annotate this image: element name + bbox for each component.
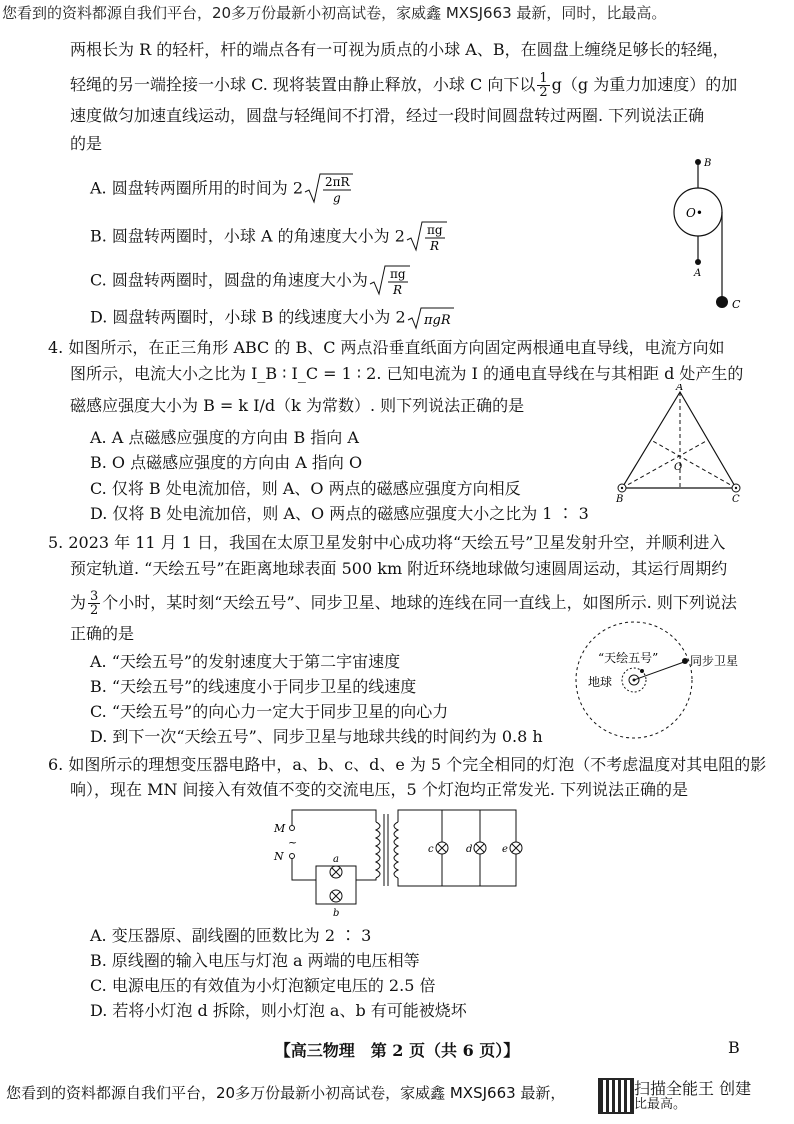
label-a: a bbox=[333, 854, 339, 865]
q3-line-1: 两根长为 R 的轻杆，杆的端点各有一可视为质点的小球 A、B，在圆盘上缠绕足够长的轻绳， bbox=[70, 40, 729, 59]
label-earth: 地球 bbox=[588, 675, 613, 689]
secondary-loop bbox=[398, 810, 516, 886]
label-a: A bbox=[676, 384, 684, 393]
ball-a bbox=[695, 259, 701, 265]
q3-option-a: A. 圆盘转两圈所用的时间为 2 2πR g bbox=[90, 172, 355, 206]
ball-b bbox=[695, 159, 701, 165]
q5-three-halves: $\frac{3}{2}$ bbox=[90, 589, 99, 618]
q4-triangle-figure bbox=[610, 384, 750, 504]
q4-option-d: D. 仅将 B 处电流加倍，则 A、O 两点的磁感应强度大小之比为 1 ∶ 3 bbox=[90, 504, 589, 523]
secondary-coil bbox=[394, 822, 398, 878]
q3-disk-figure bbox=[660, 150, 750, 320]
sqrt-pig-over-R-c bbox=[368, 264, 412, 298]
q4-line-1: 4. 如图所示，在正三角形 ABC 的 B、C 两点沿垂直纸面方向固定两根通电直导线，电流方向如 bbox=[48, 338, 725, 357]
label-tianhui: “天绘五号” bbox=[598, 651, 659, 665]
svg-text:πg: πg bbox=[389, 267, 406, 281]
label-o: O bbox=[674, 462, 683, 473]
q3-line-4: 的是 bbox=[70, 134, 103, 153]
label-c: C bbox=[732, 494, 740, 504]
q5-option-b: B. “天绘五号”的线速度小于同步卫星的线速度 bbox=[90, 677, 417, 696]
page-footer: 【高三物理 第 2 页（共 6 页）】 bbox=[274, 1041, 520, 1060]
label-a: A bbox=[694, 268, 702, 279]
q5-line-4: 正确的是 bbox=[70, 624, 135, 643]
sqrt-pigR bbox=[406, 306, 456, 330]
primary-bottom-wire bbox=[356, 878, 376, 880]
q6-option-a: A. 变压器原、副线圈的匝数比为 2 ∶ 3 bbox=[90, 926, 372, 945]
triangle-abc bbox=[622, 392, 736, 488]
q6-option-d: D. 若将小灯泡 d 拆除，则小灯泡 a、b 有可能被烧坏 bbox=[90, 1001, 467, 1020]
median-b bbox=[622, 440, 708, 488]
label-o: O• bbox=[686, 206, 703, 220]
ac-symbol: ~ bbox=[288, 836, 298, 849]
terminal-m bbox=[290, 826, 295, 831]
svg-text:R: R bbox=[429, 239, 439, 253]
q4-line-2: 图所示，电流大小之比为 I_B ∶ I_C = 1 ∶ 2. 已知电流为 I 的通电直导线在与其相距 d 处产生的 bbox=[70, 364, 744, 383]
svg-text:2πR: 2πR bbox=[325, 175, 350, 189]
q4-line-3: 磁感应强度大小为 B = k I/d（k 为常数）. 则下列说法正确的是 bbox=[70, 396, 525, 415]
q5-line-2: 预定轨道. “天绘五号”在距离地球表面 500 km 附近环绕地球做匀速圆周运动，其运行周期约 bbox=[70, 559, 728, 578]
q3-option-b: B. 圆盘转两圈时，小球 A 的角速度大小为 2 πg R bbox=[90, 220, 449, 254]
q6-transformer-circuit bbox=[266, 806, 536, 918]
svg-text:πg: πg bbox=[426, 223, 443, 237]
svg-text:R: R bbox=[392, 283, 402, 297]
sqrt-pig-over-R bbox=[405, 220, 449, 254]
q6-option-c: C. 电源电压的有效值为小灯泡额定电压的 2.5 倍 bbox=[90, 976, 436, 995]
wire-b-dot bbox=[621, 487, 623, 489]
q4-option-b: B. O 点磁感应强度的方向由 A 指向 O bbox=[90, 453, 363, 472]
svg-text:g: g bbox=[333, 191, 341, 205]
label-d: d bbox=[466, 844, 473, 855]
q3-line-2: 轻绳的另一端拴接一小球 C. 现将装置由静止释放，小球 C 向下以 $\frac{1}{2}$ g（g 为重力加速度）的加 bbox=[70, 71, 738, 100]
svg-text:πgR: πgR bbox=[423, 313, 451, 328]
watermark-top: 您看到的资料都源自我们平台，20多万份最新小初高试卷，家威鑫 MXSJ663 最新，同时，比最高。 bbox=[2, 4, 667, 22]
label-b: b bbox=[333, 908, 340, 918]
label-n: N bbox=[274, 850, 284, 863]
q3-option-d: D. 圆盘转两圈时，小球 B 的线速度大小为 2 πgR bbox=[90, 306, 456, 330]
watermark-bottom: 您看到的资料都源自我们平台，20多万份最新小初高试卷，家威鑫 MXSJ663 最新， bbox=[6, 1084, 566, 1102]
q5-option-a: A. “天绘五号”的发射速度大于第二宇宙速度 bbox=[90, 652, 401, 671]
terminal-n bbox=[290, 854, 295, 859]
tianhui-satellite bbox=[640, 669, 644, 673]
q5-option-d: D. 到下一次“天绘五号”、同步卫星与地球共线的时间约为 0.8 h bbox=[90, 727, 543, 746]
q4-option-a: A. A 点磁感应强度的方向由 B 指向 A bbox=[90, 428, 359, 447]
q6-option-b: B. 原线圈的输入电压与灯泡 a 两端的电压相等 bbox=[90, 951, 420, 970]
q5-line-3: 为 $\frac{3}{2}$ 个小时，某时刻“天绘五号”、同步卫星、地球的连线在同一直线上，如图所示. 则下列说法 bbox=[70, 589, 737, 618]
ball-c bbox=[716, 296, 728, 308]
q5-orbit-figure bbox=[572, 620, 772, 750]
q5-option-c: C. “天绘五号”的向心力一定大于同步卫星的向心力 bbox=[90, 702, 449, 721]
primary-left-wire bbox=[292, 858, 316, 880]
primary-top-wire bbox=[292, 810, 376, 826]
paper-code: B bbox=[728, 1038, 740, 1057]
label-c: C bbox=[732, 298, 741, 311]
median-c bbox=[651, 440, 736, 488]
q6-line-2: 响），现在 MN 间接入有效值不变的交流电压，5 个灯泡均正常发光. 下列说法正确的是 bbox=[70, 780, 688, 799]
label-e: e bbox=[502, 844, 508, 855]
label-m: M bbox=[274, 822, 286, 835]
q5-line-1: 5. 2023 年 11 月 1 日，我国在太原卫星发射中心成功将“天绘五号”卫星发射升空，并顺利进入 bbox=[48, 533, 726, 552]
q3-option-c: C. 圆盘转两圈时，圆盘的角速度大小为 πg R bbox=[90, 264, 412, 298]
watermark-bottom-tail: 比最高。 bbox=[634, 1097, 687, 1112]
label-b: B bbox=[616, 494, 624, 504]
q4-option-c: C. 仅将 B 处电流加倍，则 A、O 两点的磁感应强度方向相反 bbox=[90, 479, 521, 498]
scanner-brand: 扫描全能王 创建 bbox=[634, 1079, 752, 1098]
q3-line-3: 速度做匀加速直线运动，圆盘与轻绳间不打滑，经过一段时间圆盘转过两圈. 下列说法正确 bbox=[70, 106, 705, 125]
qr-code-icon bbox=[598, 1078, 634, 1114]
label-b: B bbox=[704, 158, 712, 169]
sqrt-2piR-over-g bbox=[303, 172, 355, 206]
label-sync: 同步卫星 bbox=[690, 654, 739, 668]
wire-c-dot bbox=[735, 487, 737, 489]
q3-half-fraction: $\frac{1}{2}$ bbox=[539, 71, 548, 100]
label-c: c bbox=[428, 844, 434, 855]
sync-satellite bbox=[682, 658, 688, 664]
q6-line-1: 6. 如图所示的理想变压器电路中，a、b、c、d、e 为 5 个完全相同的灯泡（不考虑温度对其电阻的影 bbox=[48, 755, 767, 774]
primary-coil bbox=[376, 822, 380, 878]
